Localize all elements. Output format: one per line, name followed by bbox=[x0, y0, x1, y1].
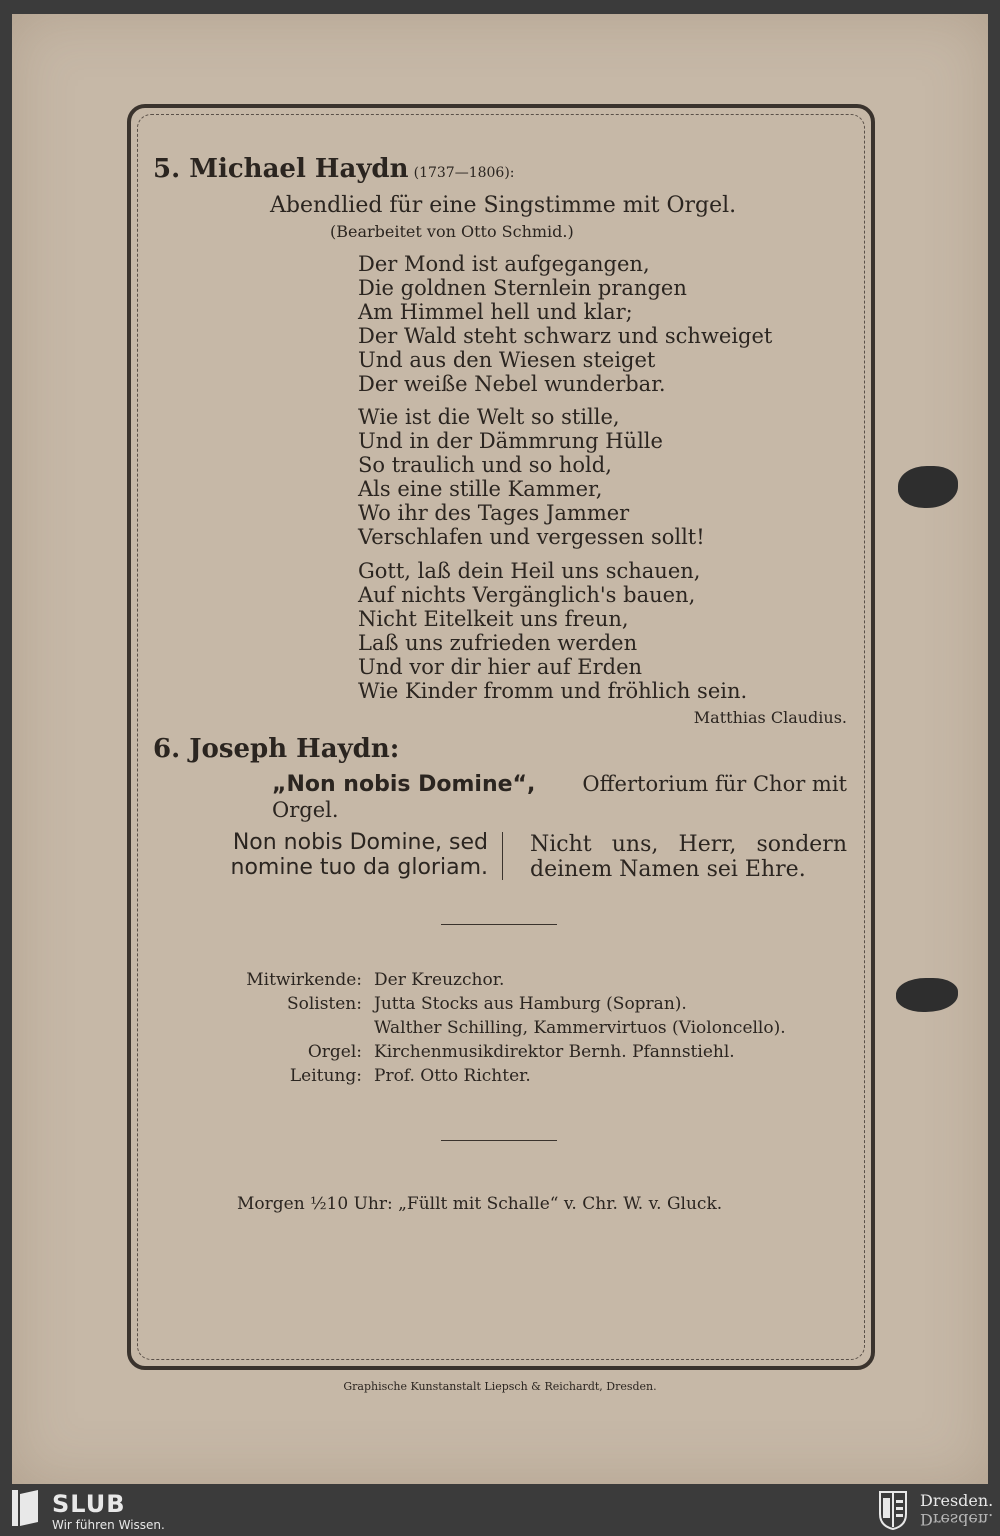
verse-line: Und in der Dämmrung Hülle bbox=[358, 429, 663, 453]
poem-author: Matthias Claudius. bbox=[693, 708, 847, 727]
credit-row bbox=[232, 1016, 786, 1040]
dresden-line-mirrored: Dresden. bbox=[920, 1510, 994, 1529]
verse-line: Der Mond ist aufgegangen, bbox=[358, 252, 650, 276]
divider-1 bbox=[441, 924, 557, 925]
verse-line: Auf nichts Vergänglich's bauen, bbox=[358, 583, 696, 607]
divider-2 bbox=[441, 1140, 557, 1141]
verse-line: Wie ist die Welt so stille, bbox=[358, 405, 620, 429]
german-line: deinem Namen sei Ehre. bbox=[530, 857, 806, 882]
credits-list bbox=[232, 968, 786, 1088]
section5-years: (1737—1806): bbox=[413, 165, 515, 181]
section5-heading: 5. Michael Haydn bbox=[153, 154, 409, 184]
german-line: Nicht uns, Herr, sondern bbox=[530, 832, 847, 857]
section5-heading-line bbox=[153, 154, 515, 184]
slub-tagline: Wir führen Wissen. bbox=[52, 1518, 165, 1532]
verse-line: So traulich und so hold, bbox=[358, 453, 612, 477]
verse-line: Der weiße Nebel wunderbar. bbox=[358, 372, 666, 396]
verse-line: Verschlafen und vergessen sollt! bbox=[358, 525, 705, 549]
verse-line: Am Himmel hell und klar; bbox=[358, 300, 633, 324]
dresden-coat-of-arms-icon bbox=[878, 1490, 908, 1530]
verse-line: Und vor dir hier auf Erden bbox=[358, 655, 643, 679]
slub-logo-icon bbox=[12, 1490, 38, 1526]
section5-subtitle: Abendlied für eine Singstimme mit Orgel. bbox=[270, 193, 737, 218]
credit-value: Walther Schilling, Kammervirtuos (Violoncello). bbox=[374, 1018, 786, 1038]
verse-line: Als eine stille Kammer, bbox=[358, 477, 603, 501]
credit-value: Kirchenmusikdirektor Bernh. Pfannstiehl. bbox=[374, 1042, 735, 1062]
credit-value: Prof. Otto Richter. bbox=[374, 1066, 531, 1086]
credit-label: Leitung: bbox=[289, 1066, 362, 1086]
verse-line: Und aus den Wiesen steiget bbox=[358, 348, 656, 372]
latin-line: Non nobis Domine, sed bbox=[232, 830, 488, 855]
section6-title-rest: Offertorium für Chor mit bbox=[582, 772, 847, 796]
printer-imprint: Graphische Kunstanstalt Liepsch & Reichardt, Dresden. bbox=[343, 1380, 657, 1393]
section6-title-line bbox=[272, 772, 847, 797]
latin-line: nomine tuo da gloriam. bbox=[230, 855, 488, 880]
verse-line: Wie Kinder fromm und fröhlich sein. bbox=[358, 679, 748, 703]
section5-arranged: (Bearbeitet von Otto Schmid.) bbox=[330, 222, 574, 241]
verse-line: Die goldnen Sternlein prangen bbox=[358, 276, 687, 300]
dresden-line: Dresden. bbox=[920, 1491, 994, 1510]
verse-line: Nicht Eitelkeit uns freun, bbox=[358, 607, 629, 631]
verse-stanza-1 bbox=[358, 252, 772, 396]
latin-text bbox=[231, 830, 488, 880]
verse-line: Wo ihr des Tages Jammer bbox=[358, 501, 630, 525]
section6-heading: 6. Joseph Haydn: bbox=[153, 734, 400, 764]
german-text bbox=[530, 832, 847, 882]
credit-row bbox=[232, 968, 786, 992]
section6-title-rest2: Orgel. bbox=[272, 798, 339, 822]
slub-name[interactable]: SLUB bbox=[52, 1490, 126, 1518]
credit-label bbox=[232, 1016, 374, 1040]
text-column-separator bbox=[502, 832, 503, 880]
credit-label: Solisten: bbox=[286, 994, 362, 1014]
verse-stanza-3 bbox=[358, 559, 747, 703]
verse-line: Laß uns zufrieden werden bbox=[358, 631, 638, 655]
credit-label: Mitwirkende: bbox=[246, 970, 362, 990]
verse-stanza-2 bbox=[358, 405, 705, 549]
verse-line: Gott, laß dein Heil uns schauen, bbox=[358, 559, 701, 583]
credit-value: Der Kreuzchor. bbox=[374, 970, 505, 990]
footer-bar bbox=[0, 1484, 1000, 1536]
announcement: Morgen ½10 Uhr: „Füllt mit Schalle“ v. Chr. W. v. Gluck. bbox=[237, 1194, 723, 1214]
section6-title-latin: „Non nobis Domine“, bbox=[272, 772, 536, 797]
credit-label: Orgel: bbox=[307, 1042, 362, 1062]
credit-row bbox=[232, 1040, 786, 1064]
credit-row bbox=[232, 1064, 786, 1088]
credit-value: Jutta Stocks aus Hamburg (Sopran). bbox=[374, 994, 687, 1014]
verse-line: Der Wald steht schwarz und schweiget bbox=[358, 324, 773, 348]
credit-row bbox=[232, 992, 786, 1016]
dresden-wordmark[interactable] bbox=[920, 1492, 993, 1528]
